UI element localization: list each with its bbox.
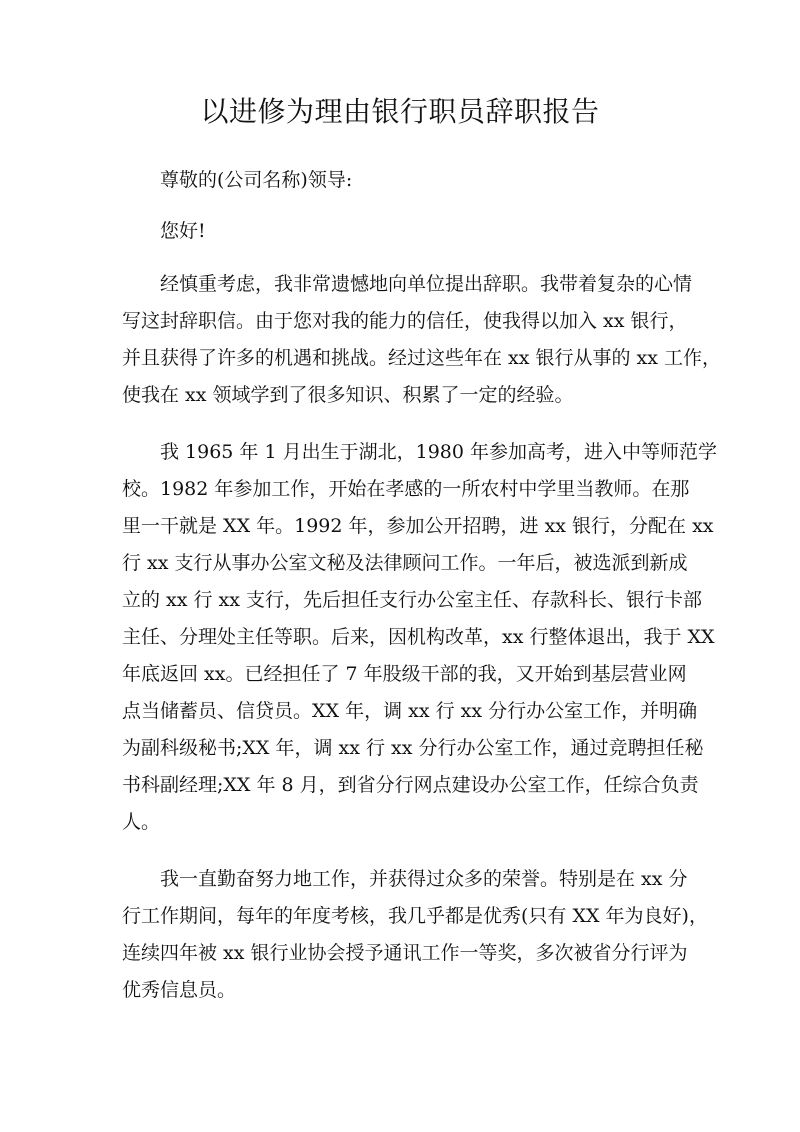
text-line: 书科副经理;XX 年 8 月，到省分行网点建设办公室工作，任综合负责 xyxy=(122,774,699,797)
text-line: 写这封辞职信。由于您对我的能力的信任，使我得以加入 xx 银行， xyxy=(122,310,688,333)
text-line: 立的 xx 行 xx 支行，先后担任支行办公室主任、存款科长、银行卡部 xyxy=(122,589,703,612)
text-line: 人。 xyxy=(122,811,161,834)
text-line: 校。1982 年参加工作，开始在孝感的一所农村中学里当教师。在那 xyxy=(122,478,690,501)
text-line: 我一直勤奋努力地工作，并获得过众多的荣誉。特别是在 xx 分 xyxy=(160,868,688,891)
paragraph-3 xyxy=(122,861,708,1009)
text-line: 年底返回 xx。已经担任了 7 年股级干部的我，又开始到基层营业网 xyxy=(122,663,687,686)
text-line: 行 xx 支行从事办公室文秘及法律顾问工作。一年后，被选派到新成 xyxy=(122,552,688,575)
text-line: 并且获得了许多的机遇和挑战。经过这些年在 xx 银行从事的 xx 工作， xyxy=(122,347,722,370)
paragraph-1 xyxy=(122,266,722,414)
text-line: 经慎重考虑，我非常遗憾地向单位提出辞职。我带着复杂的心情 xyxy=(160,273,693,296)
text-line: 点当储蓄员、信贷员。XX 年，调 xx 行 xx 分行办公室工作，并明确 xyxy=(122,700,698,723)
text-line: 为副科级秘书;XX 年，调 xx 行 xx 分行办公室工作，通过竞聘担任秘 xyxy=(122,737,704,760)
greeting: 您好! xyxy=(160,219,206,242)
salutation: 尊敬的(公司名称)领导: xyxy=(160,168,353,191)
text-line: 优秀信息员。 xyxy=(122,979,237,1002)
paragraph-2 xyxy=(122,434,717,841)
text-line: 行工作期间，每年的年度考核，我几乎都是优秀(只有 XX 年为良好)， xyxy=(122,905,708,928)
text-line: 里一干就是 XX 年。1992 年，参加公开招聘，进 xx 银行，分配在 xx xyxy=(122,515,714,538)
text-line: 使我在 xx 领域学到了很多知识、积累了一定的经验。 xyxy=(122,384,574,407)
document-title: 以进修为理由银行职员辞职报告 xyxy=(200,95,600,128)
text-line: 主任、分理处主任等职。后来，因机构改革，xx 行整体退出，我于 XX xyxy=(122,626,715,649)
text-line: 连续四年被 xx 银行业协会授予通讯工作一等奖，多次被省分行评为 xyxy=(122,942,688,965)
text-line: 我 1965 年 1 月出生于湖北，1980 年参加高考，进入中等师范学 xyxy=(160,441,717,464)
